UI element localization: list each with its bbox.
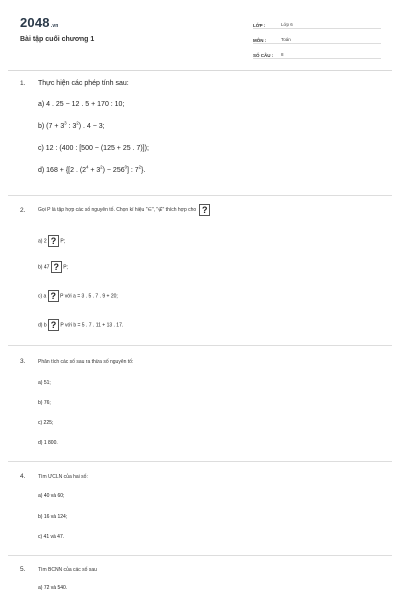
q2-item-d: d) b ? P với b = 5 . 7 . 11 + 13 . 17. [38,320,124,330]
meta-value: 8 [281,52,284,57]
document-title: Bài tập cuối chương 1 [20,36,95,43]
meta-value: Lớp 6 [281,22,293,27]
q4-item-c: c) 41 và 47. [38,534,65,540]
logo-suffix: .vn [50,23,59,29]
question-number: 2. [20,206,26,214]
question-text: Thực hiện các phép tính sau: [38,80,129,87]
q3-item-d: d) 1 800. [38,440,58,446]
meta-value: Toán [281,37,291,42]
site-logo[interactable] [20,15,59,30]
q1-item-c: c) 12 : (400 : [500 − (125 + 25 . 7)]); [38,145,149,152]
q1-item-a: a) 4 . 25 − 12 . 5 + 170 : 10; [38,101,125,108]
question-text: Tìm BCNN của các số sau [38,566,97,573]
meta-label: LỚP : [253,23,266,28]
header-divider [8,70,392,71]
meta-label: SỐ CÂU : [253,53,274,58]
q4-item-a: a) 40 và 60; [38,493,65,499]
answer-placeholder-box[interactable]: ? [48,235,59,247]
q3-item-a: a) 51; [38,380,51,386]
question-1 [20,80,385,174]
question-2 [20,204,385,330]
question-4 [20,473,385,540]
section-divider [8,461,392,462]
q1-item-b: b) ($7 + 3^3$ : $3^2$) . 4 − 3; [38,120,105,130]
meta-row-count [253,47,381,59]
question-text: Gọi P là tập hợp các số nguyên tố. Chọn kí hiệu "∈", "∉" thích hợp cho [38,207,197,213]
meta-label: MÔN : [253,38,267,43]
question-3 [20,358,385,446]
meta-row-class [253,17,381,29]
question-number: 1. [20,80,26,87]
q3-item-b: b) 76; [38,400,51,406]
meta-info [253,17,381,62]
q5-item-a: a) 72 và 540. [38,585,68,591]
answer-placeholder-box[interactable]: ? [48,319,59,331]
q1-item-d: d) 168 + {[2 . $(2^4 + 3^2) - 256^0$] : $7^2$}. [38,164,146,174]
logo-text: 2048 [20,15,50,30]
answer-placeholder-box[interactable]: ? [48,290,59,302]
meta-row-subject [253,32,381,44]
q3-item-c: c) 225; [38,420,54,426]
q4-item-b: b) 16 và 124; [38,514,68,520]
question-number: 4. [20,473,26,480]
question-text: Tìm ƯCLN của hai số: [38,473,88,480]
question-number: 3. [20,358,26,365]
question-text: Phân tích các số sau ra thừa số nguyên tố: [38,358,134,365]
q2-item-c: c) a ? P với a = 3 . 5 . 7 . 9 + 20; [38,291,118,301]
section-divider [8,555,392,556]
section-divider [8,345,392,346]
question-5 [20,566,385,591]
q2-item-a: a) 2 ? P; [38,236,66,246]
q2-item-b: b) 47 ? P; [38,262,68,272]
answer-placeholder-box[interactable]: ? [51,261,62,273]
section-divider [8,195,392,196]
answer-placeholder-box[interactable]: ? [199,204,210,216]
question-number: 5. [20,566,26,573]
